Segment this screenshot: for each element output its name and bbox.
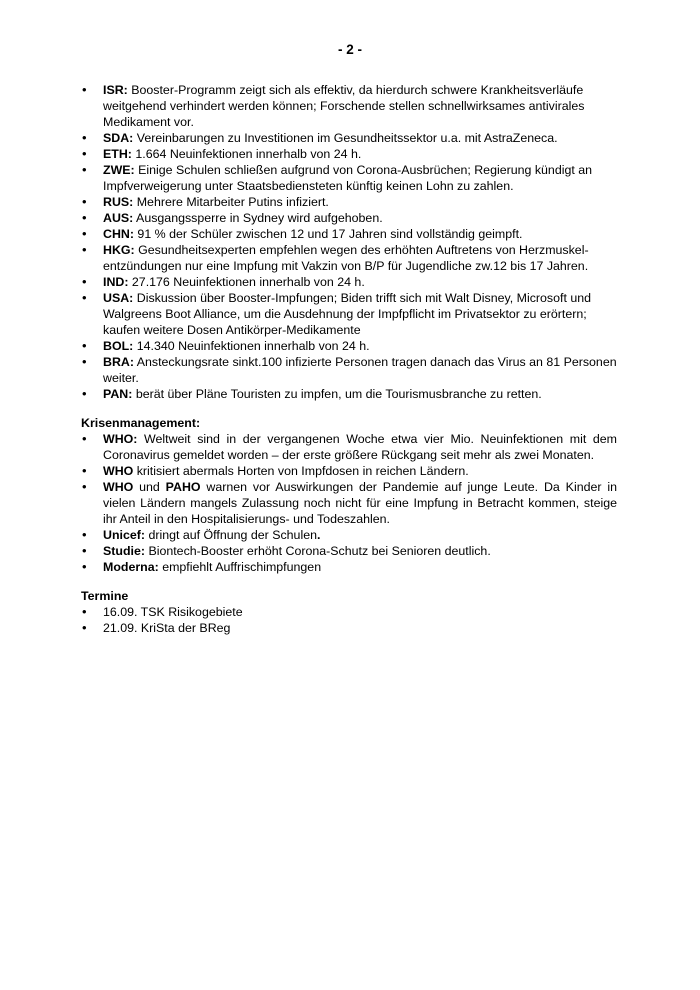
list-item: • CHN: 91 % der Schüler zwischen 12 und 17 Jahren sind vollständig geimpft.: [81, 226, 617, 242]
list-item: • 21.09. KriSta der BReg: [81, 620, 617, 636]
page-number: - 2 -: [337, 42, 362, 57]
list-item: • WHO und PAHO warnen vor Auswirkungen der Pandemie auf junge Leute. Da Kinder in vielen Ländern mangels Zulassung noch nicht für eine Impfung in Betracht kommen, steige ihr Anteil in den Hospitalisierungs- und Todeszahlen.: [81, 479, 617, 527]
section-heading-krisenmanagement: Krisenmanagement:: [81, 416, 201, 430]
list-item: • ZWE: Einige Schulen schließen aufgrund von Corona-Ausbrüchen; Regierung kündigt an Impfverweigerung unter Staatsbediensteten künftig keinen Lohn zu zahlen.: [81, 162, 617, 194]
list-item: • BRA: Ansteckungsrate sinkt.100 infizierte Personen tragen danach das Virus an 81 Personen weiter.: [81, 354, 617, 386]
list-item: • AUS: Ausgangssperre in Sydney wird aufgehoben.: [81, 210, 617, 226]
termine-list: [81, 604, 617, 636]
list-item: • WHO: Weltweit sind in der vergangenen Woche etwa vier Mio. Neuinfektionen mit dem Coronavirus gemeldet worden – der erste größere Rückgang seit mehr als zwei Monaten.: [81, 431, 617, 463]
list-item: • Studie: Biontech-Booster erhöht Corona-Schutz bei Senioren deutlich.: [81, 543, 617, 559]
list-item: • ETH: 1.664 Neuinfektionen innerhalb von 24 h.: [81, 146, 617, 162]
krisen-list: [81, 431, 617, 575]
list-item: • USA: Diskussion über Booster-Impfungen; Biden trifft sich mit Walt Disney, Microsoft und Walgreens Boot Alliance, um die Ausdehnung der Impfpflicht im Privatsektor zu erörtern; kaufen weitere Dosen Antikörper-Medikamente: [81, 290, 617, 338]
list-item: • PAN: berät über Pläne Touristen zu impfen, um die Tourismusbranche zu retten.: [81, 386, 617, 402]
list-item: • 16.09. TSK Risikogebiete: [81, 604, 617, 620]
list-item: • HKG: Gesundheitsexperten empfehlen wegen des erhöhten Auftretens von Herzmuskel-entzündungen nur eine Impfung mit Vakzin von B/P für Jugendliche zw.12 bis 17 Jahren.: [81, 242, 617, 274]
list-item: • ISR: Booster-Programm zeigt sich als effektiv, da hierdurch schwere Krankheitsverläufe weitgehend verhindert werden können; Forschende stellen schnellwirksames antivirales Medikament vor.: [81, 82, 617, 130]
section-heading-termine: Termine: [81, 589, 129, 603]
list-item: • IND: 27.176 Neuinfektionen innerhalb von 24 h.: [81, 274, 617, 290]
list-item: • SDA: Vereinbarungen zu Investitionen im Gesundheitssektor u.a. mit AstraZeneca.: [81, 130, 617, 146]
country-list: [81, 82, 617, 402]
list-item: • WHO kritisiert abermals Horten von Impfdosen in reichen Ländern.: [81, 463, 617, 479]
list-item: • RUS: Mehrere Mitarbeiter Putins infiziert.: [81, 194, 617, 210]
list-item: • BOL: 14.340 Neuinfektionen innerhalb von 24 h.: [81, 338, 617, 354]
list-item: • Moderna: empfiehlt Auffrischimpfungen: [81, 559, 617, 575]
list-item: • Unicef: dringt auf Öffnung der Schulen.: [81, 527, 617, 543]
document-body: [81, 82, 617, 636]
